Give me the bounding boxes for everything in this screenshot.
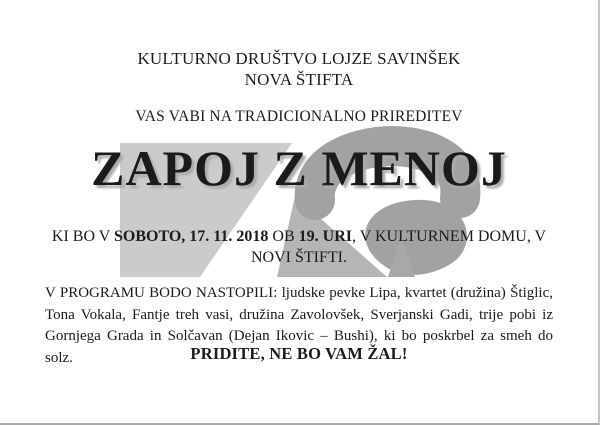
event-time: 19. URI <box>298 228 352 245</box>
event-between: OB <box>268 228 299 245</box>
event-title: ZAPOJ Z MENOJ <box>91 140 507 196</box>
organization-name <box>0 48 598 90</box>
invitation-line: VAS VABI NA TRADICIONALNO PRIREDITEV <box>135 108 463 125</box>
event-date: SOBOTO, 17. 11. 2018 <box>114 228 269 245</box>
event-suffix: , V KULTURNEM DOMU, V NOVI ŠTIFTI. <box>251 228 547 266</box>
event-prefix: KI BO V <box>51 228 114 245</box>
organization-line1: KULTURNO DRUŠTVO LOJZE SAVINŠEK <box>137 49 461 68</box>
organization-line2: NOVA ŠTIFTA <box>244 70 354 89</box>
closing-line: PRIDITE, NE BO VAM ŽAL! <box>190 344 408 363</box>
event-details-line <box>42 226 556 268</box>
program-paragraph: V PROGRAMU BODO NASTOPILI: ljudske pevke Lipa, kvartet (družina) Štiglic, Tona Vokala, Fantje treh vasi, družina Zavolovšek, Sverjanski Gadi, trije pobi iz Gornjega Grada in Solčavan (Dejan Ikovic – Bushi), ki bo poskrbel za smeh do solz. <box>45 285 553 366</box>
